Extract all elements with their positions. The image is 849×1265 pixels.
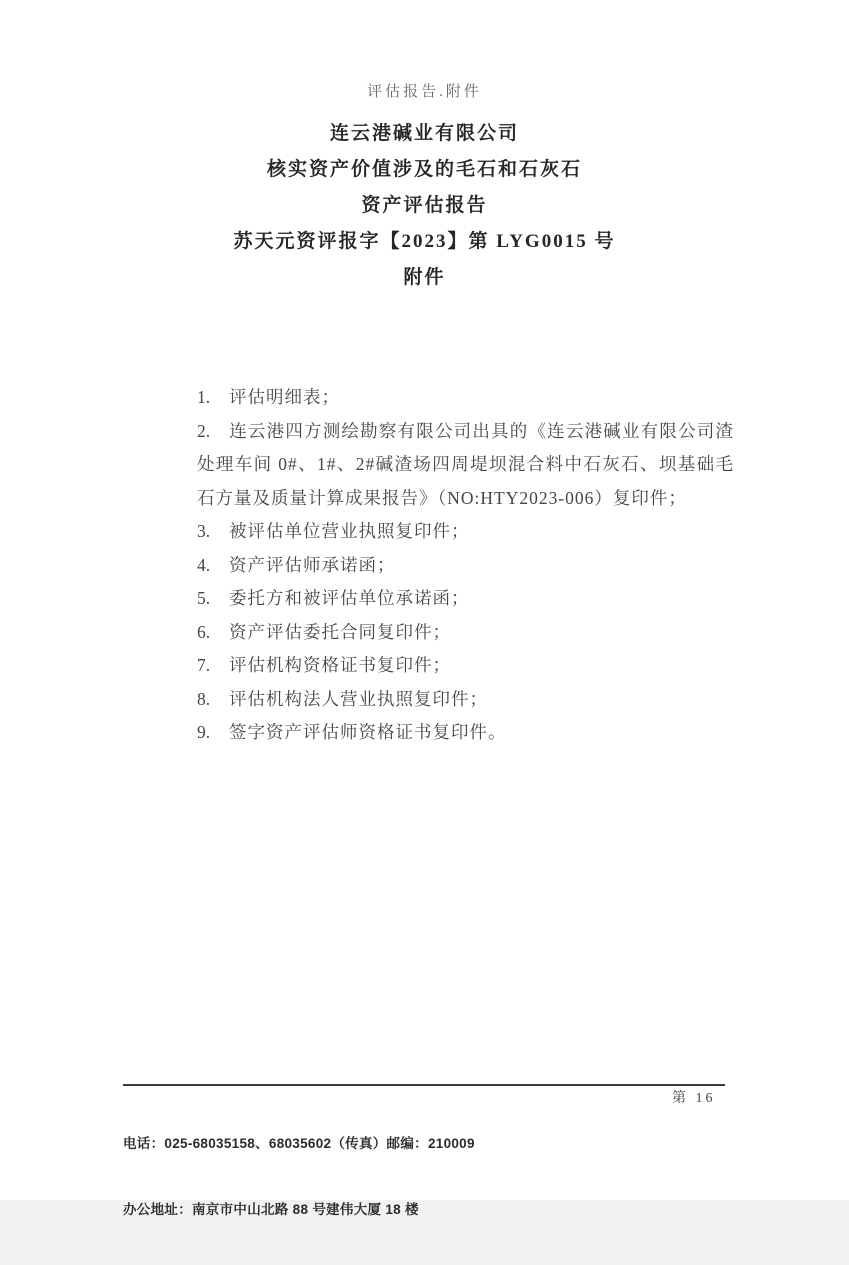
list-item-text: 评估机构法人营业执照复印件； [229, 688, 488, 709]
list-item-text: 委托方和被评估单位承诺函； [229, 588, 470, 608]
list-item [197, 649, 734, 683]
list-item-text: 资产评估师承诺函； [229, 554, 396, 575]
list-item-number: 6. [197, 621, 211, 642]
list-item-number: 2. [197, 420, 211, 441]
list-item-text: 被评估单位营业执照复印件； [229, 521, 470, 541]
page-number: 第 16 [672, 1091, 716, 1106]
list-item-number: 1. [197, 387, 211, 407]
list-item-text: 签字资产评估师资格证书复印件。 [229, 722, 507, 742]
list-item-text: 评估明细表； [229, 387, 340, 407]
list-item-number: 5. [197, 588, 211, 608]
footer-contact-block [123, 1089, 475, 1265]
title-attachment-label: 附件 [403, 267, 446, 288]
list-item [197, 716, 734, 750]
list-item [197, 415, 734, 516]
footer-address-line: 办公地址：南京市中山北路 88 号建伟大厦 18 楼 [123, 1202, 419, 1217]
footer-phone-line: 电话：025-68035158、68035602（传真）邮编：210009 [123, 1136, 475, 1151]
attachment-list [197, 381, 734, 750]
title-report-type: 资产评估报告 [361, 195, 488, 216]
footer-divider [123, 1084, 725, 1086]
list-item-number: 3. [197, 521, 211, 541]
list-item-number: 8. [197, 688, 211, 709]
list-item [197, 616, 734, 650]
list-item [197, 515, 734, 549]
running-head: 评估报告.附件 [367, 84, 482, 100]
title-block [0, 118, 849, 298]
list-item [197, 683, 734, 717]
list-item [197, 582, 734, 616]
list-item-number: 7. [197, 655, 211, 675]
title-subject: 核实资产价值涉及的毛石和石灰石 [266, 159, 582, 180]
list-item-number: 9. [197, 722, 211, 742]
list-item [197, 381, 734, 415]
list-item-text: 连云港四方测绘勘察有限公司出具的《连云港碱业有限公司渣处理车间 0#、1#、2#碱渣场四周堤坝混合料中石灰石、坝基础毛石方量及质量计算成果报告》（NO:HTY2023-006）复印件； [197, 420, 734, 508]
list-item-text: 资产评估委托合同复印件； [229, 621, 451, 642]
list-item-number: 4. [197, 554, 211, 575]
title-company-name: 连云港碱业有限公司 [329, 123, 519, 144]
list-item-text: 评估机构资格证书复印件； [229, 655, 451, 675]
title-report-number: 苏天元资评报字【2023】第 LYG0015 号 [233, 231, 616, 252]
list-item [197, 549, 734, 583]
